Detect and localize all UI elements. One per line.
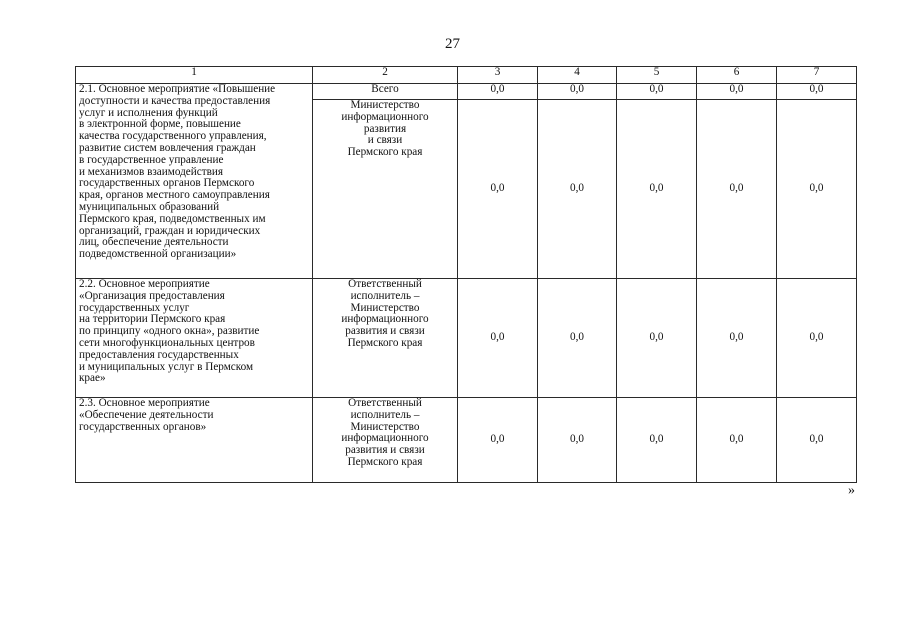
column-header: 1 (76, 67, 313, 84)
value-cell: 0,0 (777, 398, 857, 483)
activity-description: 2.1. Основное мероприятие «Повышение доступности и качества предоставления услуг и исполнения функций в электронной форме, повышение качества государственного управления, развитие систем вовлечения граждан в государственное управление и механизмов взаимодействия государственных органов Пермского края, органов местного самоуправления муниципальных образований Пермского края, подведомственных им организаций, граждан и юридических лиц, обеспечение деятельности подведомственной организации» (76, 84, 313, 279)
column-header: 7 (777, 67, 857, 84)
value-cell: 0,0 (617, 84, 697, 100)
value-cell: 0,0 (617, 100, 697, 279)
value-cell: 0,0 (777, 279, 857, 398)
header-row (76, 67, 857, 84)
value-cell: 0,0 (458, 398, 538, 483)
column-header: 6 (697, 67, 777, 84)
value-cell: 0,0 (777, 84, 857, 100)
value-cell: 0,0 (617, 398, 697, 483)
closing-quote: » (848, 483, 855, 498)
column-header: 4 (538, 67, 617, 84)
executor-cell: Ответственный исполнитель – Министерство информационного развития и связи Пермского края (313, 279, 458, 398)
activity-description: 2.3. Основное мероприятие «Обеспечение деятельности государственных органов» (76, 398, 313, 483)
executor-cell: Ответственный исполнитель – Министерство информационного развития и связи Пермского края (313, 398, 458, 483)
value-cell: 0,0 (458, 100, 538, 279)
table-row (76, 398, 857, 483)
total-label: Всего (313, 84, 458, 100)
value-cell: 0,0 (697, 84, 777, 100)
program-table (75, 66, 857, 483)
value-cell: 0,0 (617, 279, 697, 398)
value-cell: 0,0 (538, 84, 617, 100)
value-cell: 0,0 (458, 84, 538, 100)
column-header: 3 (458, 67, 538, 84)
value-cell: 0,0 (697, 100, 777, 279)
executor-cell: Министерство информационного развития и связи Пермского края (313, 100, 458, 279)
activity-description: 2.2. Основное мероприятие «Организация предоставления государственных услуг на территории Пермского края по принципу «одного окна», развитие сети многофункциональных центров предоставления государственных и муниципальных услуг в Пермском крае» (76, 279, 313, 398)
column-header: 2 (313, 67, 458, 84)
value-cell: 0,0 (458, 279, 538, 398)
value-cell: 0,0 (697, 398, 777, 483)
value-cell: 0,0 (538, 398, 617, 483)
value-cell: 0,0 (697, 279, 777, 398)
value-cell: 0,0 (777, 100, 857, 279)
page-number: 27 (445, 36, 460, 52)
table-row (76, 279, 857, 398)
table-row (76, 84, 857, 100)
value-cell: 0,0 (538, 279, 617, 398)
column-header: 5 (617, 67, 697, 84)
value-cell: 0,0 (538, 100, 617, 279)
